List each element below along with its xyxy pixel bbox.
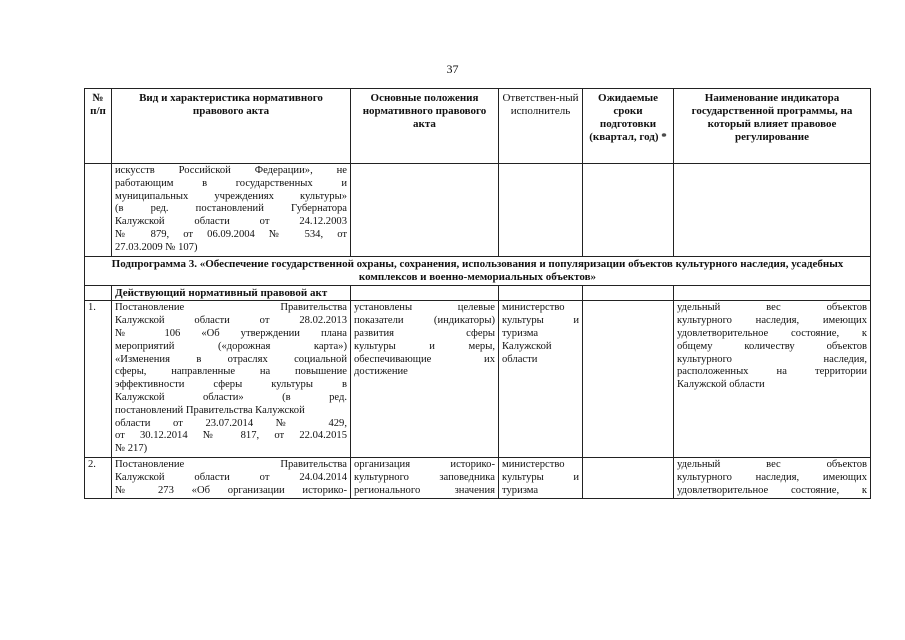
act-line: «Изменения в отраслях социальной [115, 353, 347, 365]
section-num-cell [85, 285, 112, 301]
indicator-line: культурного наследия, имеющих [677, 471, 867, 483]
section-empty-cell [674, 285, 871, 301]
row-executor-cell [499, 457, 583, 498]
indicator-line: удельный вес объектов [677, 458, 867, 470]
executor-line: министерство [502, 302, 565, 314]
header-provisions: Основные положения нормативного правового акта [351, 89, 499, 164]
executor-line: культуры и [502, 471, 579, 483]
act-line: № 879, от 06.09.2004 № 534, от [115, 228, 347, 240]
act-line: Калужской области от 24.04.2014 [115, 471, 347, 483]
section-empty-cell [583, 285, 674, 301]
header-act: Вид и характеристика нормативного правового акта [112, 89, 351, 164]
indicator-line: расположенных на территории [677, 366, 867, 378]
header-deadline: Ожидаемые сроки подготовки (квартал, год) * [583, 89, 674, 164]
indicator-line: удовлетворительное состояние, к [677, 484, 867, 496]
act-line: искусств Российской Федерации», не [115, 165, 347, 176]
header-num: № п/п [85, 89, 112, 164]
executor-line: туризма [502, 327, 539, 339]
provision-line: показатели (индикаторы) [354, 315, 495, 327]
subprogram-title: Подпрограмма 3. «Обеспечение государственной охраны, сохранения, использования и популяризации объектов культурного наследия, усадебных комплексов и военно-мемориальных объектов» [85, 256, 871, 285]
indicator-line: Калужской области [677, 379, 765, 391]
table-row [85, 301, 871, 458]
row-executor-cell [499, 301, 583, 458]
executor-line: туризма [502, 484, 539, 496]
provision-line: культурного заповедника [354, 471, 495, 483]
executor-line: министерство [502, 458, 565, 470]
header-indicator: Наименование индикатора государственной программы, на который влияет правовое регулирование [674, 89, 871, 164]
act-line: мероприятий («дорожная карта») [115, 340, 347, 352]
indicator-line: удельный вес объектов [677, 302, 867, 314]
indicator-line: удовлетворительное состояние, к [677, 327, 867, 339]
section-title: Действующий нормативный правовой акт [112, 285, 351, 301]
row-provisions-cell [351, 301, 499, 458]
act-line: постановлений Правительства Калужской [115, 404, 305, 416]
act-line: области от 23.07.2014 № 429, [115, 417, 347, 429]
table-header-row [85, 89, 871, 164]
act-line: Постановление Правительства [115, 458, 347, 470]
section-empty-cell [351, 285, 499, 301]
cont-executor-cell [499, 164, 583, 257]
cont-indicator-cell [674, 164, 871, 257]
act-line: эффективности сферы культуры в [115, 379, 347, 391]
page-number: 37 [446, 62, 459, 76]
cont-deadline-cell [583, 164, 674, 257]
executor-line: культуры и [502, 315, 579, 327]
provision-line: организация историко- [354, 458, 495, 470]
row-deadline-cell [583, 301, 674, 458]
indicator-line: культурного наследия, [677, 353, 867, 365]
indicator-line: общему количеству объектов [677, 340, 867, 352]
act-line: Постановление Правительства [115, 302, 347, 314]
header-executor: Ответствен-ный исполнитель [499, 89, 583, 164]
act-line: от 30.12.2014 № 817, от 22.04.2015 [115, 430, 347, 442]
row-deadline-cell [583, 457, 674, 498]
provision-line: обеспечивающие их [354, 353, 495, 365]
row-act-cell [112, 457, 351, 498]
provision-line: развития сферы [354, 327, 495, 339]
act-line: Калужской области» (в ред. [115, 391, 347, 403]
row-act-cell [112, 301, 351, 458]
act-line: № 217) [115, 443, 148, 455]
cont-act-cell [112, 164, 351, 257]
act-line: (в ред. постановлений Губернатора [115, 203, 347, 215]
act-line: Калужской области от 24.12.2003 [115, 216, 347, 228]
row-indicator-cell [674, 301, 871, 458]
subprogram-row [85, 256, 871, 285]
executor-line: Калужской [502, 340, 552, 352]
row-num: 1. [85, 301, 112, 458]
continuation-row [85, 164, 871, 257]
act-line: № 273 «Об организации историко- [115, 484, 347, 496]
act-line: муниципальных учреждениях культуры» [115, 190, 347, 202]
legal-acts-table [84, 88, 871, 499]
executor-line: области [502, 353, 538, 365]
provision-line: регионального значения [354, 484, 495, 496]
act-line: сферы, направленные на повышение [115, 366, 347, 378]
provision-line: установлены целевые [354, 302, 495, 314]
act-line: № 106 «Об утверждении плана [115, 327, 347, 339]
indicator-line: культурного наследия, имеющих [677, 315, 867, 327]
table-row [85, 457, 871, 498]
act-line: 27.03.2009 № 107) [115, 241, 198, 253]
act-line: работающим в государственных и [115, 177, 347, 189]
act-line: Калужской области от 28.02.2013 [115, 315, 347, 327]
row-indicator-cell [674, 457, 871, 498]
section-empty-cell [499, 285, 583, 301]
section-row [85, 285, 871, 301]
provision-line: культуры и меры, [354, 340, 495, 352]
cont-provisions-cell [351, 164, 499, 257]
cont-num-cell [85, 164, 112, 257]
row-provisions-cell [351, 457, 499, 498]
provision-line: достижение [354, 366, 408, 378]
row-num: 2. [85, 457, 112, 498]
